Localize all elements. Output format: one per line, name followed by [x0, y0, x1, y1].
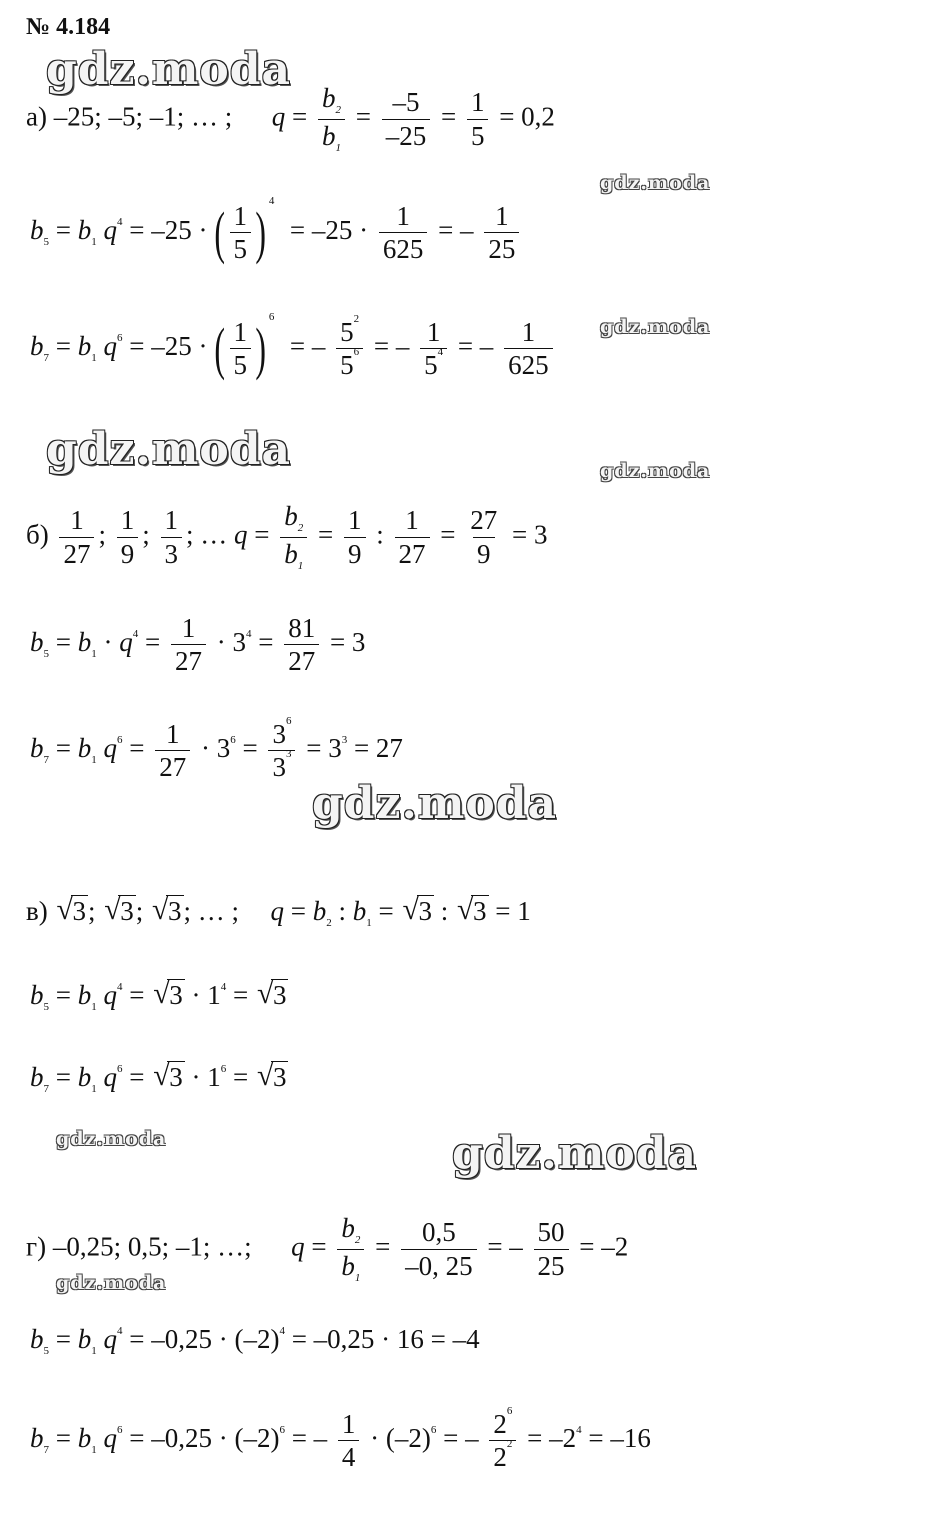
sqrt: √ 3: [104, 893, 134, 926]
part-b-b7: $b_7 = b_1$ $q^6$ = $\frac{1}{27}$ · $3^6$ = $\frac{3^6}{3^3}$ = $3^3 = 27$: [30, 715, 403, 783]
part-g-b5: $b_5 = b_1$ $q^4 = -0,25 \cdot (-2)^4 = -0,25 \cdot 16 = -4$: [30, 1324, 480, 1357]
sqrt: √ 3: [56, 893, 86, 926]
watermark: gdz.moda: [46, 44, 292, 95]
watermark: gdz.moda: [56, 1128, 167, 1150]
fraction: $\frac{b_2}{b_1}$: [318, 84, 345, 154]
part-g-line-q: г) –0,25; 0,5; –1; …; q = $\frac{b_2}{b_1}$ = $\frac{0,5}{-0, 25}$ = – $\frac{50}{25}$ = –2: [26, 1213, 629, 1284]
part-v-line-q: в) √ 3; √ 3; √ 3; … ; $q = b_2$ : $b_1$ = √ 3 : √ 3 = 1: [26, 893, 531, 929]
sqrt: √ 3: [256, 977, 287, 1010]
part-a-line-q: а) –25; –5; –1; … ; q = $\frac{b_2}{b_1}$ = $\frac{-5}{-25}$ = $\frac{1}{5}$ = 0,2: [26, 83, 555, 154]
part-a-label: а): [26, 101, 47, 132]
watermark: gdz.moda: [312, 778, 558, 829]
part-b-line-q: б) $\frac{1}{27}$ ; $\frac{1}{9}$ ; $\frac{1}{3}$ ; … q = $\frac{b_2}{b_1}$ = $\frac{1}{9}$ : $\frac{1}{27}$ = $\frac{27}{9}$ = 3: [26, 501, 548, 572]
sqrt: √ 3: [153, 1059, 183, 1092]
fraction: $\frac{1}{5}$: [467, 88, 489, 150]
problem-number: № 4.184: [26, 14, 111, 40]
part-a-b5: $b_5 = b_1$ $q^4 = -25$ · ( $\frac{1}{5}$ ) 4 = –25 · $\frac{1}{625}$ = – $\frac{1}{25}$: [30, 202, 523, 264]
fraction: $\frac{-5}{-25}$: [382, 88, 431, 150]
watermark: gdz.moda: [46, 424, 292, 475]
watermark: gdz.moda: [452, 1128, 698, 1179]
watermark: gdz.moda: [56, 1272, 167, 1294]
part-b-b5: $b_5 = b_1 \cdot q^4$ = $\frac{1}{27}$ · $3^4$ = $\frac{81}{27}$ = 3: [30, 613, 366, 677]
part-a-sequence: –25; –5; –1; … ;: [53, 101, 233, 132]
watermark: gdz.moda: [600, 172, 711, 194]
part-g-b7: $b_7 = b_1$ $q^6 = -0,25 \cdot (-2)^6$ = – $\frac{1}{4}$ · $(-2)^6$ = – $\frac{2^6}{2^2}$ = $-2^4 = -16$: [30, 1405, 651, 1473]
part-a-b7: $b_7 = b_1$ $q^6 = -25$ · ( $\frac{1}{5}$ ) 6 = – $\frac{5^2}{5^6}$ = – $\frac{1}{5^4}$ = – $\frac{1}{625}$: [30, 318, 557, 380]
sqrt: √ 3: [152, 893, 182, 926]
watermark: gdz.moda: [600, 316, 711, 338]
watermark: gdz.moda: [600, 460, 711, 482]
sqrt: √ 3: [457, 893, 487, 926]
part-v-b7: $b_7 = b_1$ $q^6$ = √ $3 \cdot 1^6$ = √ 3: [30, 1059, 287, 1095]
parenthesized-fraction: ( $\frac{1}{5}$ ) 4: [214, 195, 275, 265]
sqrt: √ 3: [153, 977, 183, 1010]
parenthesized-fraction: ( $\frac{1}{5}$ ) 6: [214, 311, 275, 381]
sqrt: √ 3: [402, 893, 433, 926]
part-v-b5: $b_5 = b_1$ $q^4$ = √ $3 \cdot 1^4$ = √ 3: [30, 977, 287, 1013]
sqrt: √ 3: [256, 1059, 287, 1092]
